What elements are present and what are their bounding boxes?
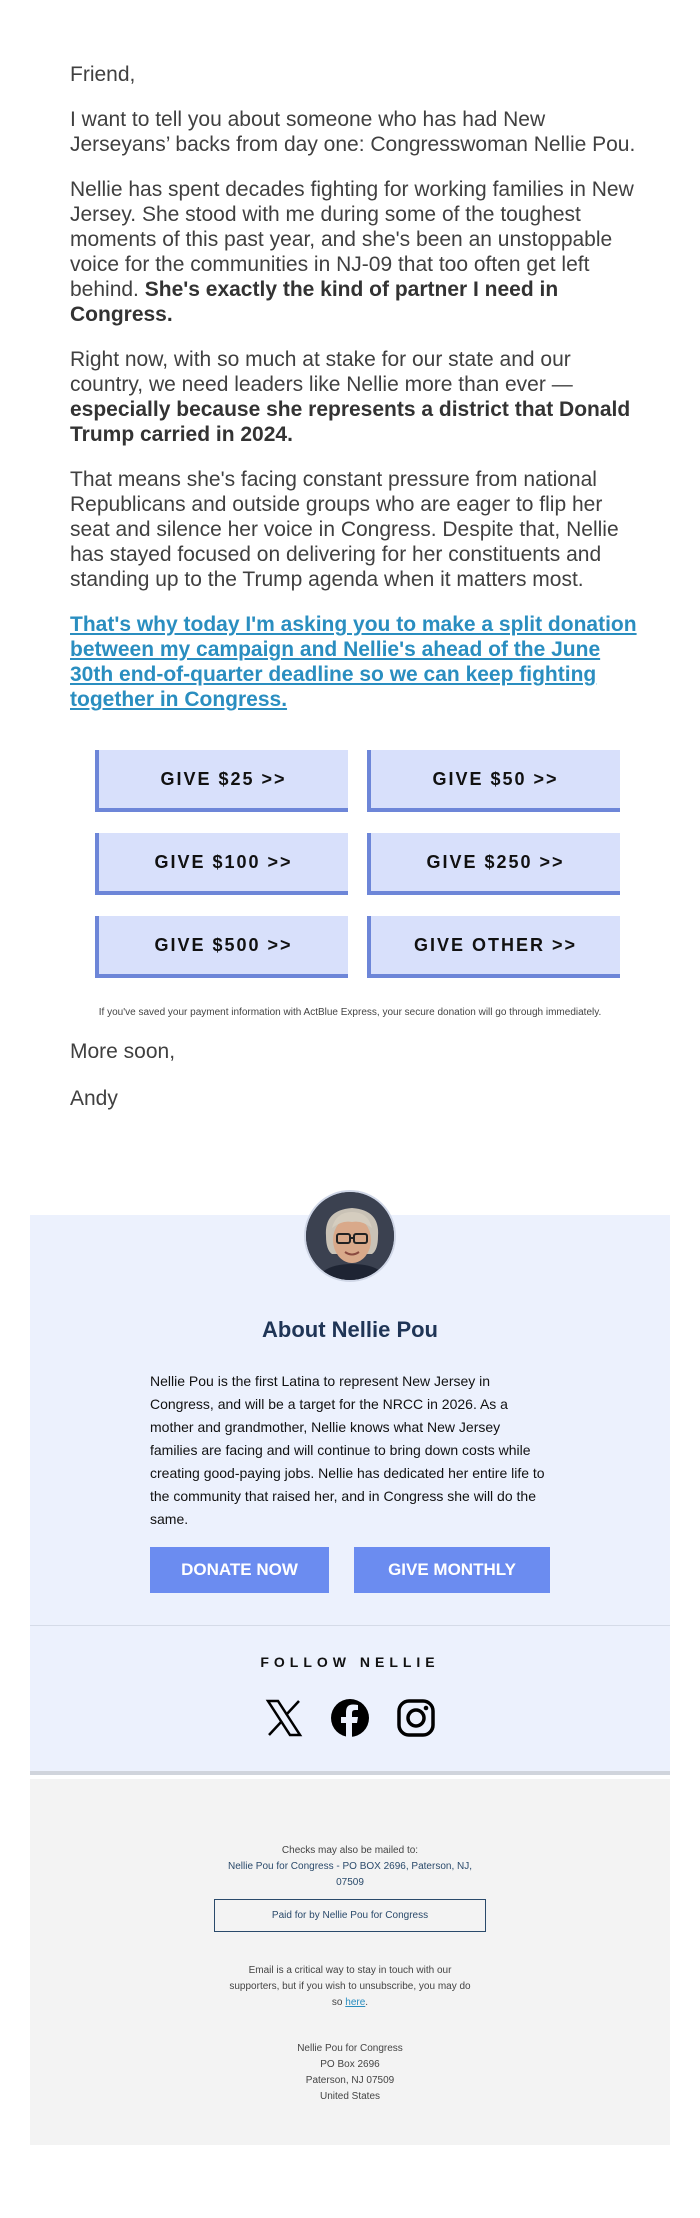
mail-checks-info — [30, 1843, 670, 1891]
checks-line: Checks may also be mailed to: — [281, 1845, 419, 1856]
paid-for-disclaimer: Paid for by Nellie Pou for Congress — [214, 1899, 486, 1932]
unsubscribe-link[interactable]: here — [345, 1997, 366, 2008]
portrait-image — [306, 1192, 396, 1282]
checks-address: Nellie Pou for Congress - PO BOX 2696, Paterson, NJ, — [228, 1861, 472, 1872]
paragraph-text: Right now, with so much at stake for our state and our country, we need leaders like Nellie more than ever — — [70, 348, 573, 396]
signoff-line: More soon, — [70, 1040, 176, 1063]
give-100-button[interactable]: GIVE $100 >> — [95, 833, 348, 895]
follow-title: FOLLOW NELLIE — [260, 1654, 440, 1670]
donation-cta-link[interactable]: That's why today I'm asking you to make a split donation between my campaign and Nellie's ahead of the June 30th end-of-quarter deadline so we can keep fighting together in Congress. — [70, 613, 637, 711]
unsubscribe-info — [30, 1963, 670, 2011]
about-description: Nellie Pou is the first Latina to represent New Jersey in Congress, and will be a target for the NRCC in 2026. As a mother and grandmother, Nellie knows what New Jersey families are facing and will continue to bring down costs while creating good-paying jobs. Nellie has dedicated her entire life to the community that raised her, and in Congress she will do the same. — [150, 1373, 545, 1527]
give-other-button[interactable]: GIVE OTHER >> — [367, 916, 620, 978]
donate-now-button[interactable]: DONATE NOW — [150, 1547, 329, 1593]
avatar — [304, 1190, 396, 1282]
address-line: Paterson, NJ 07509 — [305, 2075, 395, 2086]
address-line: United States — [319, 2091, 381, 2102]
footer — [30, 1779, 670, 2145]
paragraph-nellie-record — [70, 177, 640, 327]
checks-zip: 07509 — [336, 1877, 364, 1888]
email-text-line: supporters, but if you wish to unsubscribe, you may do — [229, 1981, 471, 1992]
give-50-button[interactable]: GIVE $50 >> — [367, 750, 620, 812]
signoff-name: Andy — [70, 1087, 118, 1110]
paragraph-text: Nellie has spent decades fighting for working families in New Jersey. She stood with me during some of the toughest moments of this past year, and she's been an unstoppable voice for the communities in NJ-09 that too often get left behind. — [70, 178, 634, 301]
give-500-button[interactable]: GIVE $500 >> — [95, 916, 348, 978]
email-text-line: Email is a critical way to stay in touch with our — [248, 1965, 452, 1976]
paragraph-emphasis: She's exactly the kind of partner I need in Congress. — [70, 278, 559, 326]
about-title: About Nellie Pou — [262, 1317, 438, 1342]
address-line: PO Box 2696 — [320, 2059, 380, 2070]
give-25-button[interactable]: GIVE $25 >> — [95, 750, 348, 812]
follow-section — [30, 1625, 670, 1775]
give-monthly-button[interactable]: GIVE MONTHLY — [354, 1547, 550, 1593]
mailing-address — [30, 2041, 670, 2105]
paragraph-pressure: That means she's facing constant pressure from national Republicans and outside groups who are eager to flip her seat and silence her voice in Congress. Despite that, Nellie has stayed focused on delivering for her constituents and standing up to the Trump agenda when it matters most. — [70, 468, 619, 591]
address-line: Nellie Pou for Congress — [297, 2043, 403, 2054]
paragraph-intro: I want to tell you about someone who has had New Jerseyans’ backs from day one: Congresswoman Nellie Pou. — [70, 108, 636, 156]
email-text-post: . — [365, 1997, 369, 2008]
paragraph-stakes — [70, 347, 640, 447]
instagram-icon[interactable] — [396, 1698, 436, 1738]
give-250-button[interactable]: GIVE $250 >> — [367, 833, 620, 895]
facebook-icon[interactable] — [330, 1698, 370, 1738]
email-text-line — [30, 1995, 670, 2011]
x-icon[interactable] — [264, 1698, 304, 1738]
greeting: Friend, — [70, 63, 136, 86]
letter-body — [70, 62, 640, 712]
paragraph-emphasis: especially because she represents a district that Donald Trump carried in 2024. — [70, 398, 631, 446]
email-text-pre: so — [331, 1997, 343, 2008]
actblue-express-note: If you've saved your payment information with ActBlue Express, your secure donation will go through immediately. — [98, 1007, 602, 1018]
